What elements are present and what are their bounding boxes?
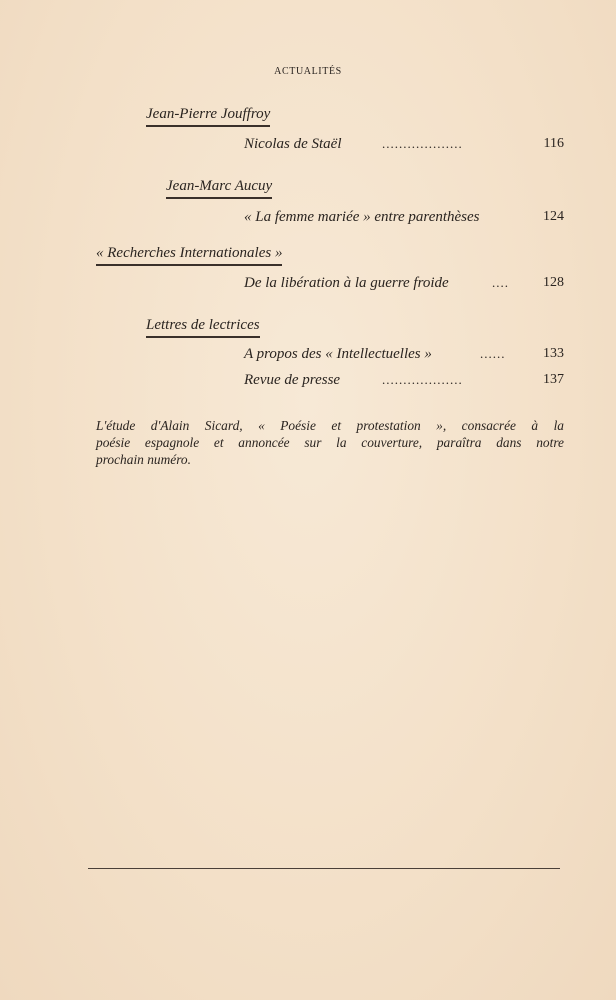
author-heading: « Recherches Internationales » [96,245,282,266]
author-heading: Lettres de lectrices [146,317,260,338]
entry-page-number: 133 [543,346,564,361]
entry-page-number: 137 [543,372,564,387]
entry-title: « La femme mariée » entre parenthèses [244,209,480,225]
entry-page-number: 116 [543,136,564,151]
entry-page-number: 128 [543,275,564,290]
toc-entry [244,209,564,229]
toc-entry [244,275,564,295]
entry-page-number: 124 [543,209,564,224]
editorial-note [96,417,564,468]
bottom-rule [88,868,560,869]
entry-title: Revue de presse [244,372,341,388]
author-heading: Jean-Marc Aucuy [166,178,272,199]
author-heading: Jean-Pierre Jouffroy [146,106,270,127]
entry-leader-dots: ................... [382,372,463,387]
entry-leader-dots: .... [492,275,509,290]
entry-title: Nicolas de Staël [244,136,342,152]
note-line: poésie espagnole et annoncée sur la couverture, paraîtra dans notre [96,435,564,450]
toc-entry [244,346,564,366]
entry-leader-dots: ...... [480,346,506,361]
toc-entry [244,136,564,156]
entry-leader-dots: ................... [382,136,463,151]
entry-title: A propos des « Intellectuelles » [244,346,432,362]
entry-title: De la libération à la guerre froide [244,275,449,291]
toc-entry [244,372,564,392]
note-line: L'étude d'Alain Sicard, « Poésie et protestation », consacrée à la [96,418,564,433]
section-title: ACTUALITÉS [274,66,342,77]
note-line: prochain numéro. [96,452,191,467]
